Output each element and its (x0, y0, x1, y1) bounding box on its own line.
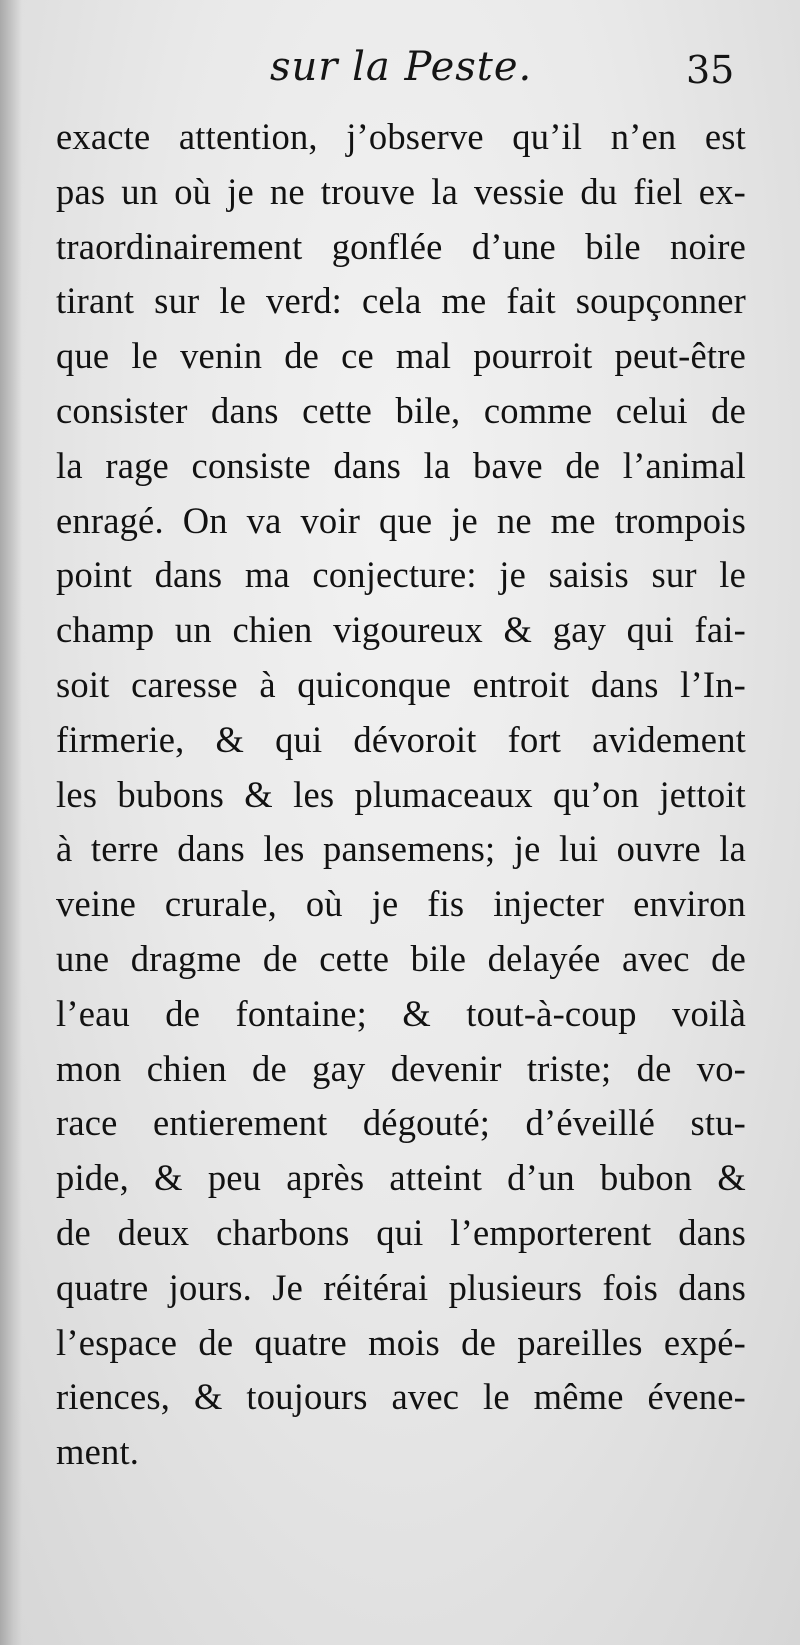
text-line: à terre dans les pansemens; je lui ouvre la (56, 828, 746, 870)
text-line: point dans ma conjecture: je saisis sur le (56, 554, 746, 596)
text-line: exacte attention, j’observe qu’il n’en est (56, 116, 746, 157)
text-line: mon chien de gay devenir triste; de vo- (56, 1047, 746, 1089)
running-head: sur la Peste. (270, 44, 533, 90)
text-line: race entierement dégouté; d’éveillé stu- (56, 1102, 746, 1144)
text-line: champ un chien vigoureux & gay qui fai- (56, 609, 746, 651)
text-line: quatre jours. Je réitérai plusieurs fois dans (56, 1266, 746, 1308)
text-line: riences, & toujours avec le même évene- (56, 1376, 746, 1418)
text-line: que le venin de ce mal pourroit peut-être (56, 335, 746, 377)
page-gutter-shadow (0, 0, 22, 1645)
page-number: 35 (686, 48, 735, 92)
text-line: pas un où je ne trouve la vessie du fiel ex- (56, 170, 746, 212)
text-line: consister dans cette bile, comme celui de (56, 389, 746, 431)
text-line: firmerie, & qui dévoroit fort avidement (56, 718, 746, 760)
text-line: une dragme de cette bile delayée avec de (56, 937, 746, 979)
text-line: enragé. On va voir que je ne me trompois (56, 499, 746, 541)
text-line: traordinairement gonflée d’une bile noire (56, 225, 746, 267)
text-line: pide, & peu après atteint d’un bubon & (56, 1157, 746, 1199)
text-line: veine crurale, où je fis injecter environ (56, 883, 746, 925)
text-line: l’eau de fontaine; & tout-à-coup voilà (56, 992, 746, 1034)
text-line: de deux charbons qui l’emporterent dans (56, 1211, 746, 1253)
text-line: les bubons & les plumaceaux qu’on jettoit (56, 773, 746, 815)
body-text (56, 110, 746, 1480)
page-header (0, 44, 800, 104)
text-line: la rage consiste dans la bave de l’animal (56, 444, 746, 486)
text-line: soit caresse à quiconque entroit dans l’In- (56, 663, 746, 705)
text-line: ment. (56, 1431, 140, 1473)
text-line: tirant sur le verd: cela me fait soupçonner (56, 280, 746, 322)
text-line: l’espace de quatre mois de pareilles expé- (56, 1321, 746, 1363)
